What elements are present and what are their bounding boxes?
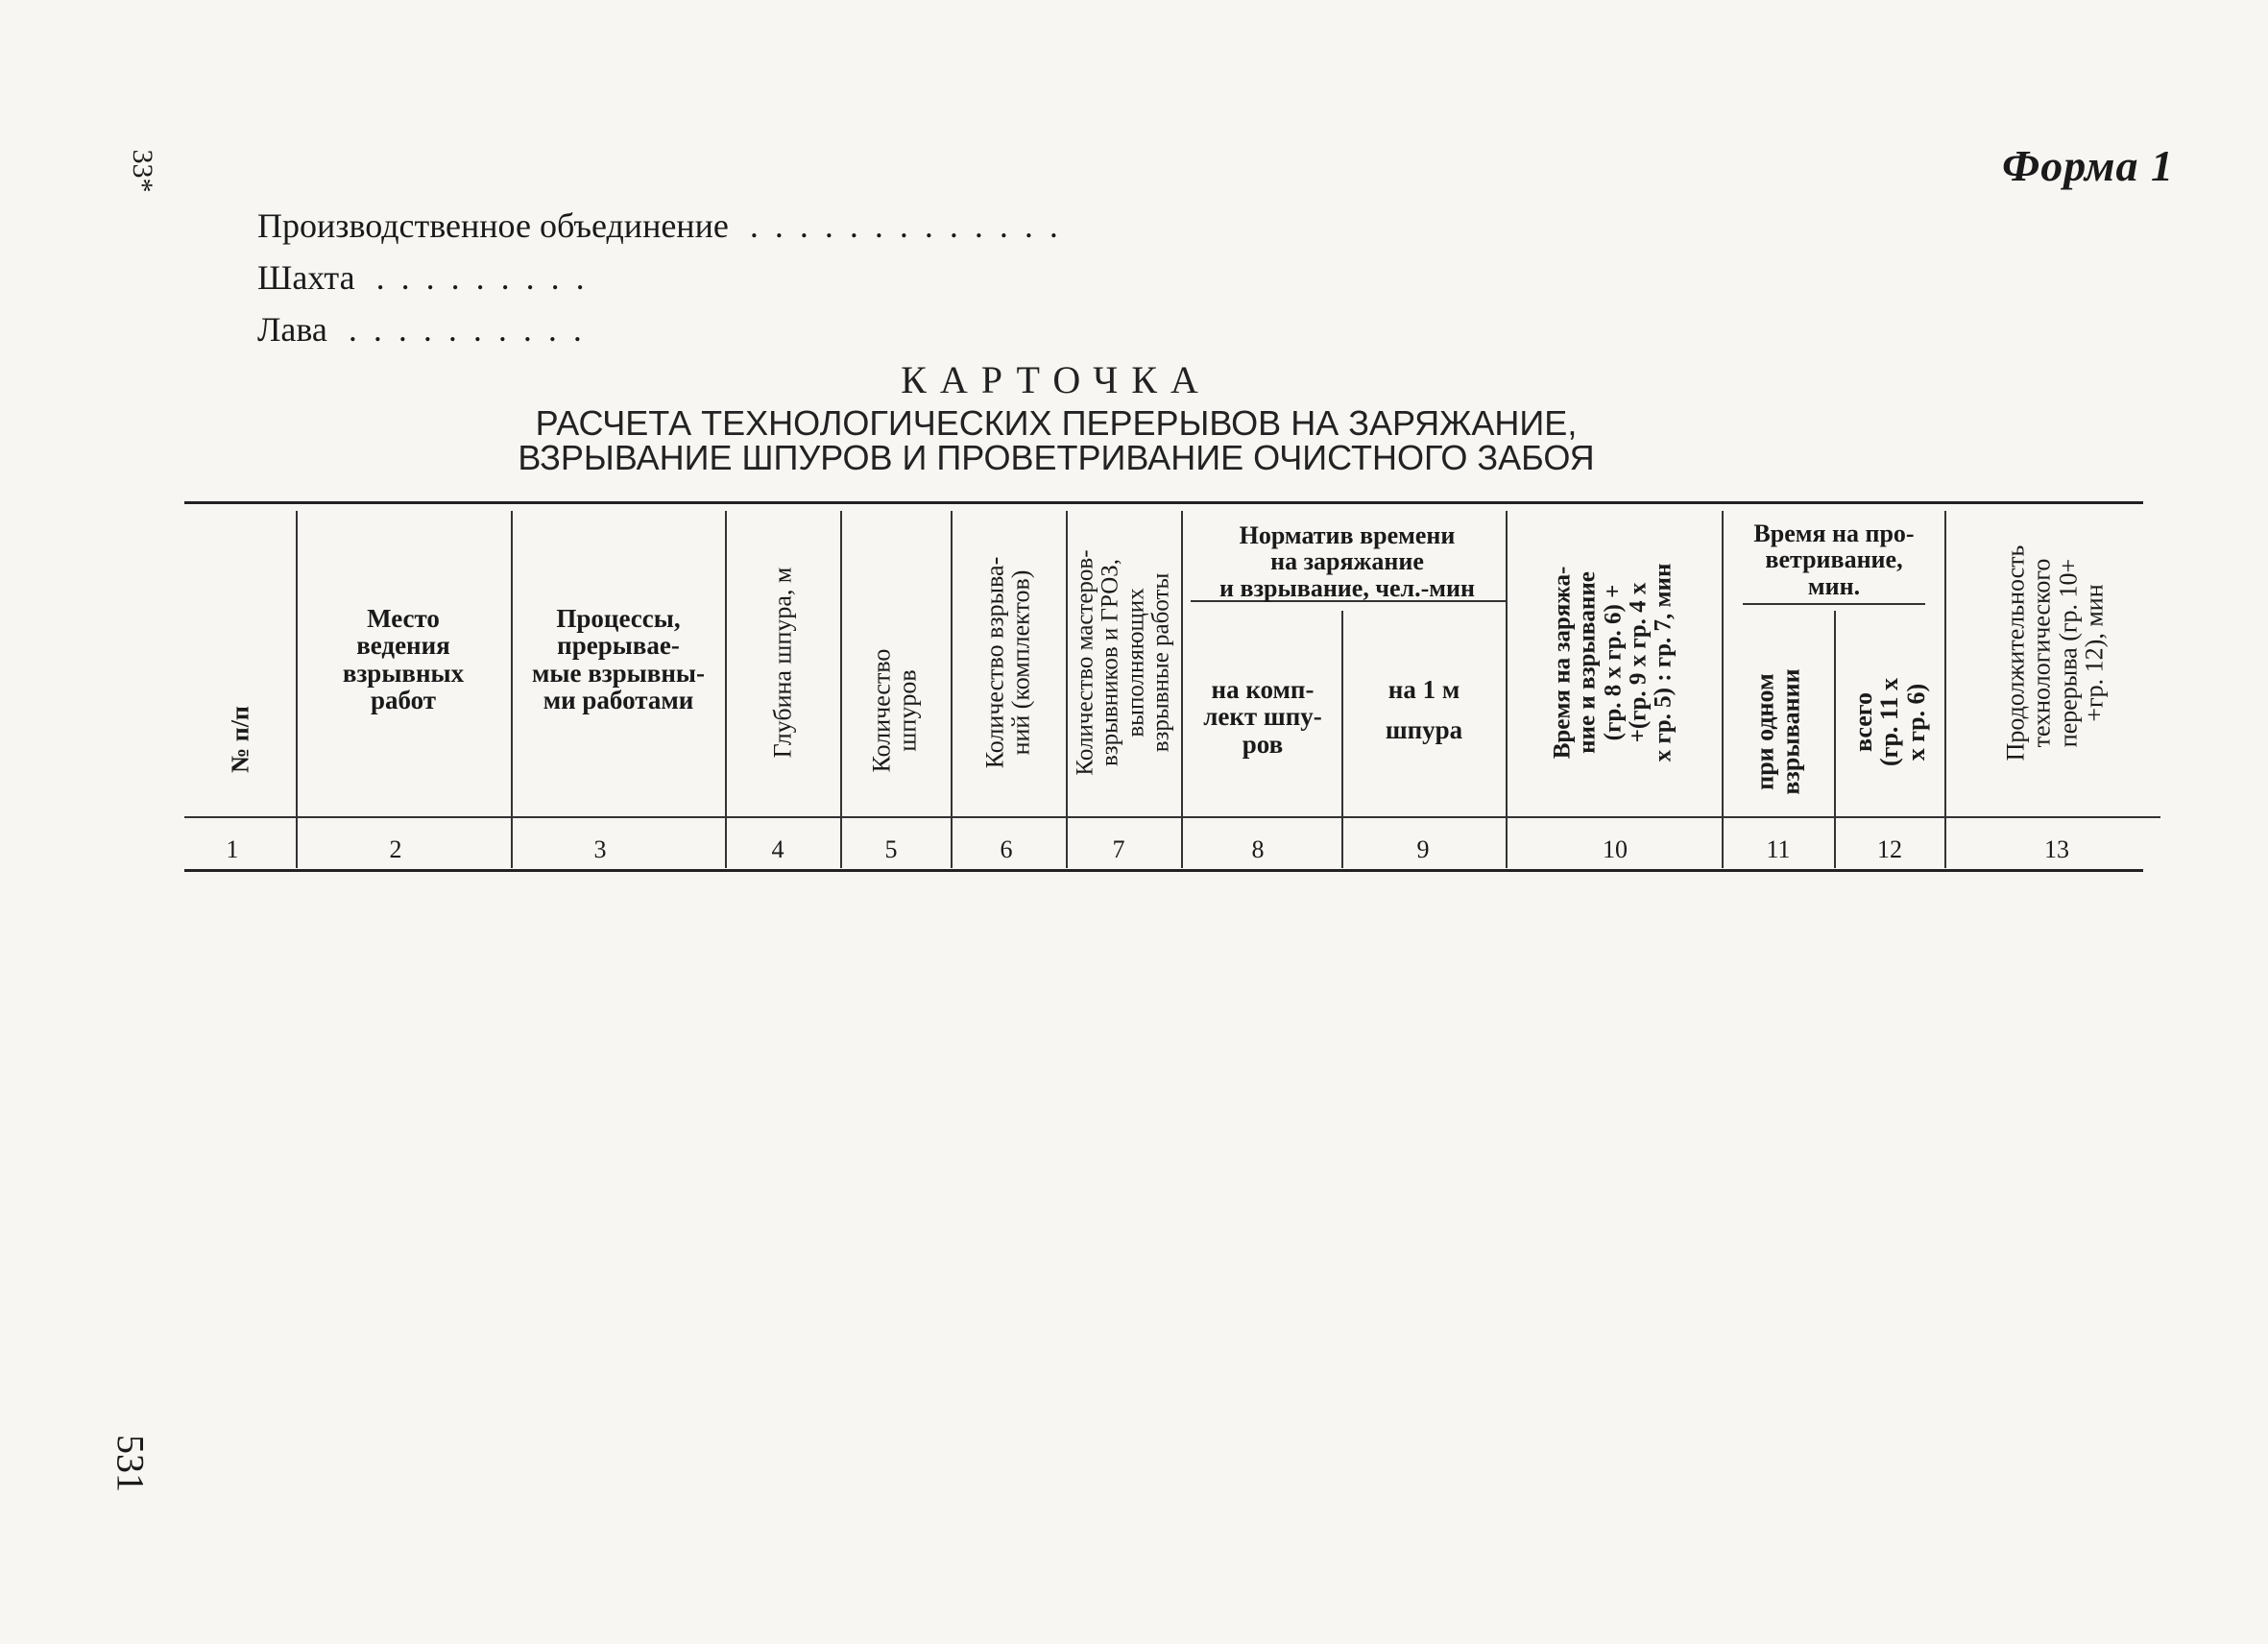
- col-line: [1506, 511, 1508, 868]
- header-col-8: [1187, 676, 1339, 758]
- col-line: [1341, 611, 1343, 868]
- col-line: [296, 511, 298, 868]
- column-number: 10: [1603, 835, 1628, 863]
- column-number: 6: [1000, 835, 1013, 863]
- col-line: [840, 511, 842, 868]
- header-line: шпура: [1385, 715, 1463, 745]
- header-line: Время на про-: [1753, 520, 1915, 547]
- table-bottom-rule: [184, 869, 2143, 872]
- col-line: [1944, 511, 1946, 868]
- header-line: Время на заряжа-: [1549, 566, 1576, 760]
- header-col-5: [869, 649, 922, 773]
- column-number: 8: [1251, 835, 1265, 863]
- margin-page-number-bottom: 531: [109, 1435, 153, 1492]
- column-number: 7: [1112, 835, 1125, 863]
- header-line: перерыва (гр. 10+: [2054, 558, 2082, 748]
- header-line: (гр. 11 х: [1875, 678, 1904, 766]
- column-number: 12: [1877, 835, 1902, 863]
- header-line: технологического: [2027, 558, 2056, 748]
- header-line: ров: [1242, 729, 1284, 759]
- header-group-11-12: [1726, 520, 1942, 599]
- column-number: 4: [771, 835, 784, 863]
- header-col-9: [1346, 676, 1502, 744]
- field-mine: [257, 257, 589, 298]
- header-line: взрывании: [1777, 668, 1805, 795]
- header-line: Процессы,: [556, 604, 681, 633]
- col-line: [1066, 511, 1068, 868]
- header-col-12: [1850, 678, 1929, 766]
- header-col-13: [2002, 545, 2107, 762]
- form-label: Форма 1: [2002, 141, 2174, 190]
- field-dots: . . . . . . . . .: [375, 258, 589, 297]
- header-line: взрывных: [342, 658, 465, 688]
- column-number: 11: [1766, 835, 1791, 863]
- header-line: взрывников и ГРОЗ,: [1097, 558, 1123, 767]
- card-subtitle-line1: РАСЧЕТА ТЕХНОЛОГИЧЕСКИХ ПЕРЕРЫВОВ НА ЗАРЯЖАНИЕ,: [535, 403, 1578, 443]
- col-line: [951, 511, 953, 868]
- col-line: [511, 511, 513, 868]
- field-dots: . . . . . . . . . .: [348, 310, 586, 349]
- field-label: Лава: [257, 310, 327, 349]
- column-number: 9: [1416, 835, 1430, 863]
- column-number: 13: [2044, 835, 2069, 863]
- header-line: ветривание,: [1765, 545, 1903, 574]
- header-line: ми работами: [543, 686, 694, 715]
- header-line: мые взрывны-: [532, 658, 705, 688]
- header-line: Количество мастеров-: [1072, 549, 1098, 776]
- field-dots: . . . . . . . . . . . . .: [749, 206, 1062, 245]
- margin-page-number-top: 33*: [127, 149, 158, 193]
- column-number: 2: [389, 835, 402, 863]
- header-line: на 1 м: [1387, 675, 1460, 704]
- header-line: +(гр. 9 х гр. 4 х: [1625, 582, 1652, 743]
- card-subtitle-line2: ВЗРЫВАНИЕ ШПУРОВ И ПРОВЕТРИВАНИЕ ОЧИСТНОГО ЗАБОЯ: [518, 438, 1595, 477]
- header-line: взрывные работы: [1147, 572, 1174, 753]
- header-line: (гр. 8 х гр. 6) +: [1599, 584, 1626, 741]
- header-col-11: [1752, 668, 1805, 794]
- field-longwall: [257, 309, 586, 350]
- header-line: на заряжание: [1270, 547, 1424, 576]
- header-line: и взрывание, чел.-мин: [1219, 573, 1475, 602]
- header-line: Количество: [867, 648, 896, 773]
- column-number: 3: [593, 835, 607, 863]
- table-top-rule: [184, 501, 2143, 504]
- header-line: Количество взрыва-: [980, 556, 1009, 769]
- column-number: 1: [226, 835, 239, 863]
- header-number-divider: [184, 816, 2160, 818]
- header-line: шпуров: [894, 669, 922, 752]
- col-line: [1181, 511, 1183, 868]
- header-line: х гр. 5) : гр. 7, мин: [1650, 563, 1677, 762]
- header-col-7: [1074, 549, 1174, 775]
- header-line: прерывае-: [557, 631, 680, 661]
- header-line: выполняющих: [1122, 588, 1148, 737]
- col-line: [1834, 611, 1836, 868]
- header-line: лект шпу-: [1203, 702, 1322, 732]
- col-line: [725, 511, 727, 868]
- header-line: на комп-: [1211, 675, 1315, 704]
- header-line: ведения: [356, 631, 450, 661]
- header-line: всего: [1849, 692, 1878, 752]
- group-divider-11-12: [1743, 603, 1925, 605]
- header-col-10: [1550, 564, 1676, 762]
- header-line: Норматив времени: [1239, 521, 1456, 549]
- header-col-6: [982, 557, 1035, 769]
- field-label: Шахта: [257, 258, 355, 297]
- card-title: КАРТОЧКА: [901, 358, 1212, 401]
- header-line: ние и взрывание: [1574, 571, 1601, 754]
- header-line: при одном: [1750, 673, 1779, 790]
- header-line: х гр. 6): [1901, 683, 1930, 762]
- header-line: мин.: [1807, 571, 1861, 600]
- header-line: ний (комплектов): [1007, 569, 1035, 756]
- col-line: [1722, 511, 1724, 868]
- header-line: Место: [367, 604, 440, 633]
- header-col-3: [517, 605, 720, 713]
- header-col-4: Глубина шпура, м: [768, 567, 797, 759]
- header-col-2: [302, 605, 504, 713]
- header-line: Продолжительность: [2001, 544, 2030, 762]
- header-line: работ: [370, 686, 437, 715]
- field-label: Производственное объединение: [257, 206, 729, 245]
- header-line: +гр. 12), мин: [2080, 584, 2109, 722]
- header-group-8-9: [1189, 522, 1506, 601]
- header-col-1: № п/п: [226, 706, 254, 773]
- field-production-association: [257, 206, 1062, 246]
- column-number: 5: [884, 835, 898, 863]
